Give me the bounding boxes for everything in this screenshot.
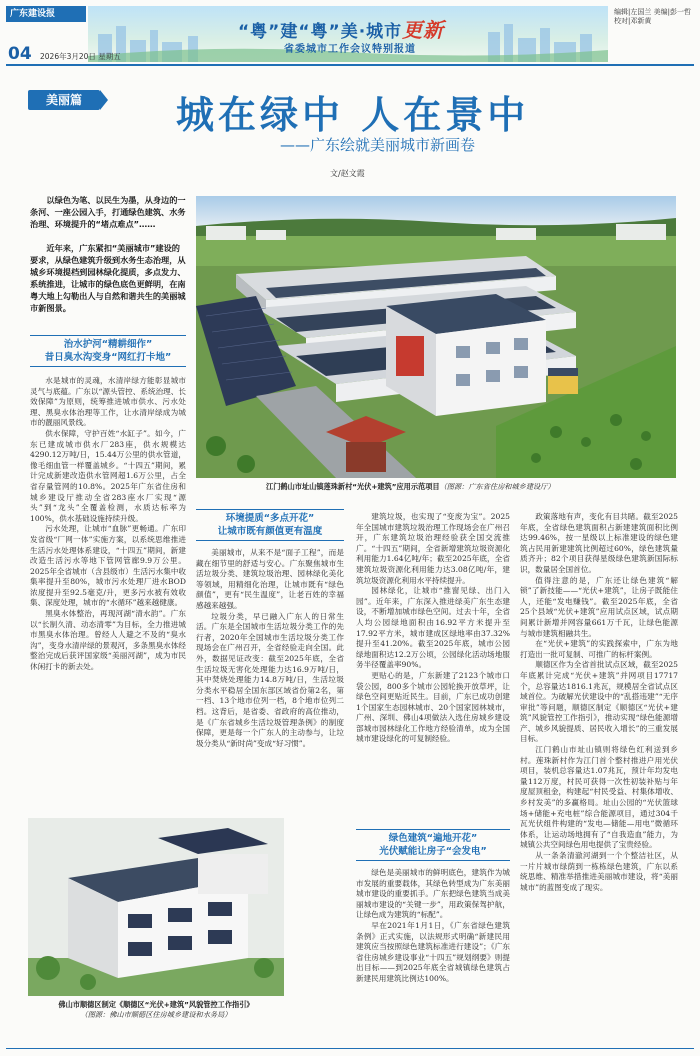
solar-village-photo	[196, 196, 676, 478]
section-environment-body-b	[356, 512, 510, 822]
newspaper-section-label: 广东建设报	[6, 6, 86, 22]
paragraph: 顺德区作为全省首批试点区域，截至2025年底累计完成“光伏+建筑”并网项目17717个，总容量达1816.1兆瓦，规模居全省试点区域首位。为破解光伏建设中的“乱搭违建”“无序审批”等问题，顺德区制定《顺德区“光伏+建筑”风貌管控工作指引》，推动实现“绿色能源增产、城乡风貌提质、居民收入增长”的三重发展目标。	[520, 660, 678, 744]
small-photo-credit: （图源：佛山市顺德区住房城乡建设和水务局）	[80, 1010, 232, 1019]
byline: 文/赵文霞	[330, 169, 365, 178]
editor-credits: 编辑|左国兰 美编|彭一哲 校对|邓新黄	[614, 8, 691, 25]
small-photo-caption: 佛山市顺德区制定《顺德区“光伏+建筑”风貌管控工作指引》 （图源：佛山市顺德区住房城乡建设和水务局）	[28, 1000, 284, 1020]
paragraph: 值得注意的是，广东还让绿色建筑“解锁”了新技能——“光伏+建筑”，让房子既能住人，还能“发电赚钱”。截至2025年底，全省25个县域“光伏+建筑”应用试点区域，试点期间累计新增并网容量661万千瓦，让绿色能源与城市建筑相融共生。	[520, 575, 678, 638]
page-number: 04	[8, 44, 32, 64]
paragraph: 江门鹤山市址山镇则将绿色红利送到乡村。莲珠新村作为江门首个整村推进户用光伏项目，装机总容量达1.07兆瓦，预计年均发电量112万度，村民可获得一次性初装补贴与年度屋顶租金，构建起“村民受益、村集体增收、乡村发美”的多赢格局。址山公园的“光伏篮球场+储能+充电桩”综合能源项目，通过304千瓦光伏组件构建的“发电—储能—用电”微循环体系，让运动场地拥有了“自我造血”能力，为城镇公共空间绿色用电提供了宝贵经验。	[520, 745, 678, 850]
paragraph: 从一条条清澈河湖到一个个整洁社区，从一片片城市绿荫到一栋栋绿色建筑，广东以系统思维、精准举措推进美丽城市建设，将“美丽城市”的蓝图变成了现实。	[520, 851, 678, 892]
lead-paragraph: 近年来，广东紧扣“美丽城市”建设的要求，从绿色建筑升级到水务生态治理，从城乡环境提档到园林绿化提质，多点发力、系统推进，让城市的绿色底色更鲜明，在南粤大地上勾勒出人与自然和谐共生的美丽城市新图景。	[30, 243, 186, 313]
paragraph: 园林绿化，让城市“推窗见绿、出门入园”。近年来，广东深入推进绿美广东生态建设，不断增加城市绿色空间。过去十年，全省人均公园绿地面积由16.92平方米提升至17.92平方米，城市建成区绿地率由37.32%提升至41.20%。截至2025年底，城市公园绿地面积达12.2万公顷，公园绿化活动场地服务半径覆盖率90%。	[356, 586, 510, 670]
section-green-building-body-a	[356, 868, 510, 1044]
banner-subtitle: 省委城市工作会议特别报道	[284, 44, 416, 55]
article-headline: 城在绿中 人在景中	[176, 93, 530, 137]
main-photo-credit: （图源：广东省住房和城乡建设厅）	[439, 482, 555, 491]
paragraph: 水是城市的灵魂，水清岸绿方能彰显城市灵气与底蕴。广东以“源头管控、系统治理、长效保障”为原则，统筹推进城市供水、污水处理、黑臭水体治理等工作，让水清岸绿成为城市的靓丽风景线。	[30, 376, 186, 428]
paragraph: 美丽城市，从来不是“面子工程”，而是藏在细节里的舒适与安心。广东聚焦城市生活垃圾分类、建筑垃圾治理、园林绿化美化等领域，用精细化治理，让城市既有“绿色颜值”，更有“民生温度”，让老百姓的幸福感越来越强。	[196, 548, 344, 610]
masthead	[0, 0, 700, 68]
banner-title-accent: 更新	[402, 18, 445, 42]
paragraph: 垃圾分类，早已融入广东人的日常生活。广东是全国城市生活垃圾分类工作的先行者，2020年全国城市生活垃圾分类工作现场会在广州召开，全省经验走向全国。此外，数据见证改变：截至2025年底，全省生活垃圾无害化处理能力达16.9万吨/日，其中焚烧处理能力14.8万吨/日，生活垃圾分类水平稳居全国东部区域省份第2名，第一档、13个地市位列一档，8个地市位列二档。这背后，是省委、省政府的高位推动，是《广东省城乡生活垃圾管理条例》的制度保障，更是每一个广东人的主动参与，让垃圾分类从“新时尚”变成“好习惯”。	[196, 611, 344, 748]
paragraph: 供水保障，守护百姓“水缸子”。如今，广东已建成城市供水厂283座，供水规模达4290.12万吨/日，15.44万公里的供水管道，像毛细血管一样覆盖城乡。“十四五”期间，累计完成新建改造供水管网超1.6万公里，占全省存量管网的10.8%。2025年广东省住房和城乡建设厅推动全省283座水厂实现“源头”到“龙头”全覆盖检测，水质达标率为100%，供水基础设施持续升级。	[30, 428, 186, 523]
section-heading-water: 治水护河“精耕细作” 昔日臭水沟变身“网红打卡地”	[30, 338, 186, 364]
article-subheadline: ——广东绘就美丽城市新画卷	[280, 136, 476, 154]
section-water-body	[30, 376, 186, 808]
section-green-building-body-b	[520, 512, 678, 1044]
paragraph: 黑臭水体整治，再现河湖“清水韵”。广东以“长制久清、动态清零”为目标，全力推进城市黑臭水体治理。曾经人人避之不及的“臭水沟”，变身水清岸绿的景观河，多条黑臭水体经整治完成后获评国家级“美丽河湖”，成为市民休闲打卡的新去处。	[30, 609, 186, 672]
paragraph: 更贴心的是，广东新建了2123个城市口袋公园，800多个城市公园轮换开放草坪，让绿色空间更贴近民生。目前，广东已成功创建1个国家生态园林城市、20个国家园林城市，广州、深圳、佛山4项做法入选住房城乡建设部城市园林绿化工作地方经验清单，成为全国城市建设绿化的可复制经验。	[356, 670, 510, 744]
paragraph: 政策落地有声，变化有目共睹。截至2025年底，全省绿色建筑面积占新建建筑面积比例达99.46%，按一星级以上标准建设的绿色建筑占民用新建建筑比例超过60%，绿色建筑量质齐升；82个项目获得星级绿色建筑新国际标识，数量居全国首位。	[520, 512, 678, 574]
column-tab: 美丽篇	[28, 90, 100, 110]
paragraph: 污水处理，让城市“血脉”更畅通。广东印发省级“厂网一体”实施方案，以系统思维推进生活污水处理体系建设，“十四五”期间，新建改造生活污水等地下管网管廊9.9万公里。2025年全省城市（含县级市）生活污水集中收集率提升至80%，城市污水处理厂进水BOD浓度提升至92.5毫克/升，更多污水被有效收集、深度处理，城市的“水循环”越来越健康。	[30, 524, 186, 608]
paragraph: 建筑垃圾，也实现了“变废为宝”。2025年全国城市建筑垃圾治理工作现场会在广州召开，广东建筑垃圾治理经验获全国交流推广。“十四五”期间，全省新增建筑垃圾资源化利用能力1.64亿吨/年；截至2025年底，全省建筑垃圾资源化利用能力达3.08亿吨/年，建筑垃圾资源化利用水平持续提升。	[356, 512, 510, 585]
shunde-guideline-photo	[28, 818, 284, 996]
main-photo-caption: 江门鹤山市址山镇莲珠新村“光伏+建筑”应用示范项目（图源：广东省住房和城乡建设厅）	[266, 482, 555, 491]
page-bottom-rule	[6, 1048, 694, 1049]
paragraph: 早在2021年1月1日，《广东省绿色建筑条例》正式实施，以法规形式明确“新建民用建筑应当按照绿色建筑标准进行建设”；《广东省住房城乡建设事业“十四五”规划纲要》则提出目标——到2025年底全省城镇绿色建筑占新建民用建筑比例达100%。	[356, 920, 510, 983]
section-heading-environment: 环境提质“多点开花” 让城市既有颜值更有温度	[196, 512, 344, 538]
section-environment-body-a	[196, 548, 344, 808]
special-report-banner	[88, 6, 608, 62]
section-heading-green-building: 绿色建筑“遍地开花” 光伏赋能让房子“会发电”	[356, 832, 510, 858]
lead-paragraph: 以绿色为笔、以民生为墨，从身边的一条河、一座公园入手，打通绿色建筑、水务治理、环境提升的“堵点难点”……	[30, 195, 186, 229]
paragraph: 在“光伏+建筑”的实践探索中，广东为地打造出一批可复制、可推广的标杆案例。	[520, 639, 678, 659]
issue-date: 2026年3月20日 星期五	[40, 52, 121, 61]
article-lead	[30, 194, 186, 314]
masthead-divider	[6, 64, 694, 66]
banner-title: “粤”建“粤”美·城市更新	[238, 18, 445, 42]
paragraph: 绿色是美丽城市的鲜明底色，建筑作为城市发展的重要载体，其绿色转型成为广东美丽城市建设的重要抓手。广东把绿色建筑当成美丽城市建设的“关键一步”，用政策保驾护航，让绿色成为建筑的“标配”。	[356, 868, 510, 920]
